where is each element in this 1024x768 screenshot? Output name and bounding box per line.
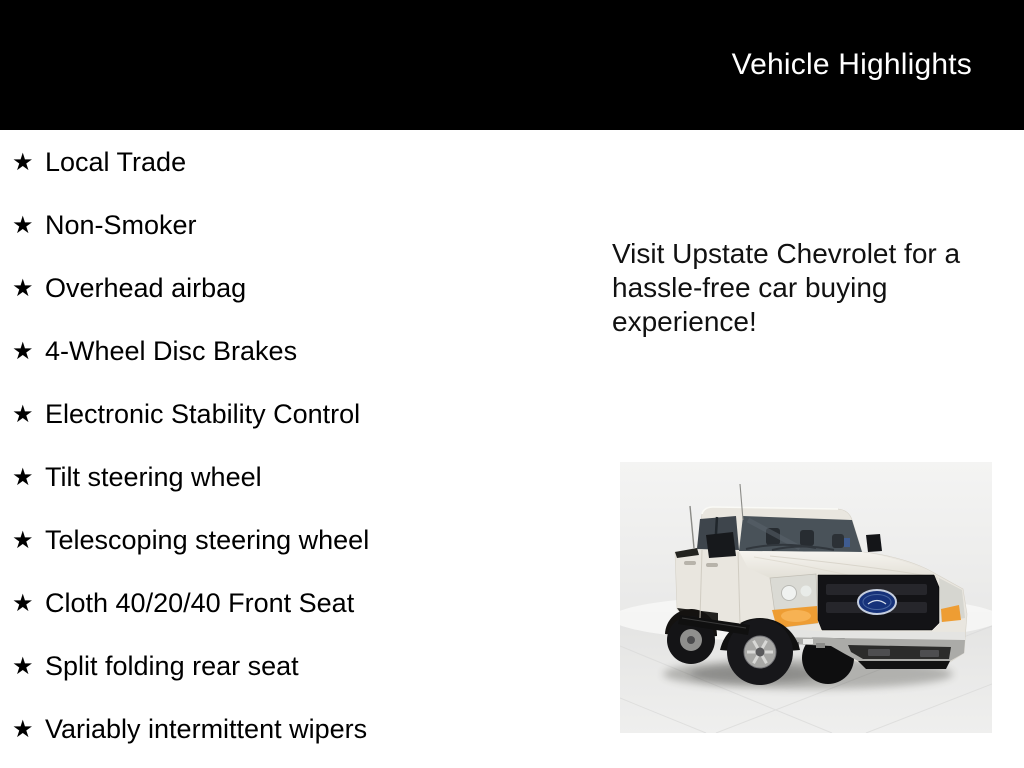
highlight-item	[12, 131, 592, 194]
star-bullet-icon: ★	[12, 337, 34, 365]
highlight-label: Variably intermittent wipers	[45, 714, 368, 744]
star-bullet-icon: ★	[12, 589, 34, 617]
truck-illustration	[620, 462, 992, 733]
highlight-item	[12, 635, 592, 698]
highlights-list	[12, 131, 592, 761]
promo-text: Visit Upstate Chevrolet for a hassle-free car buying experience!	[612, 238, 961, 337]
star-bullet-icon: ★	[12, 148, 34, 176]
side-mirror-far	[866, 534, 882, 552]
highlight-item	[12, 698, 592, 761]
page-title: Vehicle Highlights	[731, 48, 972, 81]
highlight-item	[12, 572, 592, 635]
ford-oval-badge	[858, 590, 896, 614]
slide-header	[0, 0, 1024, 130]
highlight-item	[12, 446, 592, 509]
star-bullet-icon: ★	[12, 211, 34, 239]
highlight-label: Non-Smoker	[45, 210, 197, 240]
highlight-item	[12, 257, 592, 320]
highlight-item	[12, 383, 592, 446]
highlight-label: Local Trade	[45, 147, 187, 177]
highlight-label: Split folding rear seat	[45, 651, 299, 681]
side-mirror	[706, 532, 736, 558]
star-bullet-icon: ★	[12, 400, 34, 428]
highlight-label: Telescoping steering wheel	[45, 525, 370, 555]
vehicle-photo	[620, 462, 992, 733]
black-grille	[818, 575, 939, 630]
highlight-label: Cloth 40/20/40 Front Seat	[45, 588, 355, 618]
star-bullet-icon: ★	[12, 652, 34, 680]
highlight-item	[12, 320, 592, 383]
highlight-label: Electronic Stability Control	[45, 399, 361, 429]
highlight-label: 4-Wheel Disc Brakes	[45, 336, 298, 366]
highlight-item	[12, 509, 592, 572]
star-bullet-icon: ★	[12, 463, 34, 491]
star-bullet-icon: ★	[12, 715, 34, 743]
highlight-label: Overhead airbag	[45, 273, 247, 303]
highlight-label: Tilt steering wheel	[45, 462, 262, 492]
star-bullet-icon: ★	[12, 274, 34, 302]
highlight-item	[12, 194, 592, 257]
star-bullet-icon: ★	[12, 526, 34, 554]
